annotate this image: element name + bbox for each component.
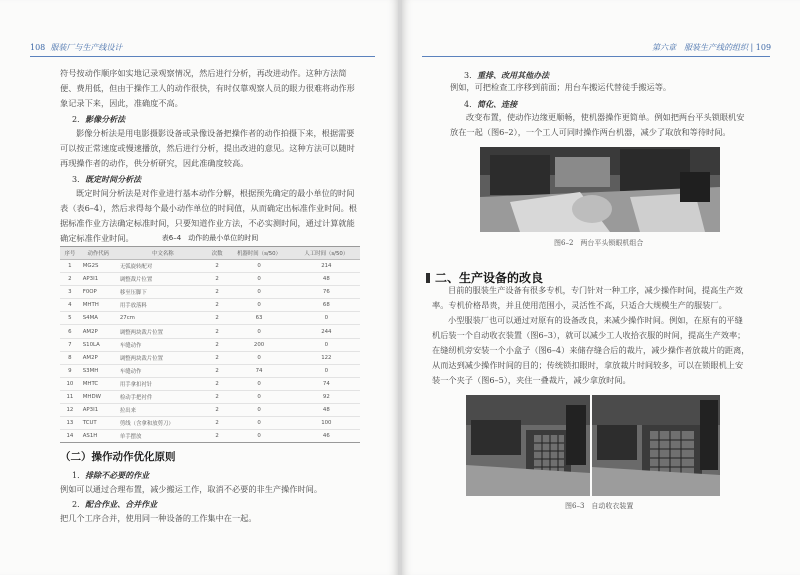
table-cell: 46 <box>293 430 360 443</box>
table-cell: 63 <box>225 312 292 325</box>
table-row <box>60 299 360 312</box>
auto-stacker-image-left <box>466 395 590 496</box>
table-cell: 11 <box>60 390 80 403</box>
table-cell: 单手摆放 <box>117 430 209 443</box>
table-header-cell: 序号 <box>60 247 80 260</box>
table-cell: 调整两块裁片位置 <box>117 351 209 364</box>
table-cell: 0 <box>225 417 292 430</box>
table-cell: 214 <box>293 260 360 273</box>
table-cell: 0 <box>225 430 292 443</box>
r4-heading: 4．简化、连接 <box>464 99 518 109</box>
buttonhole-machines-image <box>480 147 720 232</box>
table-cell: 用手拿扣衬针 <box>117 377 209 390</box>
right-page <box>402 0 800 575</box>
left-page-header <box>30 42 122 53</box>
table-cell: 0 <box>225 390 292 403</box>
table-cell: 12 <box>60 404 80 417</box>
table-cell: 48 <box>293 273 360 286</box>
p1-text: 例如可以通过合理布置，减少搬运工作，取消不必要的非生产操作时间。 <box>60 484 323 494</box>
table-cell: 0 <box>225 286 292 299</box>
table-cell: 2 <box>209 417 226 430</box>
table-cell: AP3I1 <box>80 404 117 417</box>
table-cell: 8 <box>60 351 80 364</box>
table-cell: 用手放落料 <box>117 299 209 312</box>
table-header-row <box>60 247 360 260</box>
item3-heading: 3．既定时间分析法 <box>72 174 142 184</box>
table-cell: 2 <box>209 351 226 364</box>
table-cell: 0 <box>225 325 292 338</box>
table-cell: 100 <box>293 417 360 430</box>
table-row <box>60 404 360 417</box>
table-cell: 0 <box>293 364 360 377</box>
item3-paragraph: 既定时间分析法是对作业进行基本动作分解，根据预先确定的最小单位的时间表（表6–4），然后求得每个最小动作单位的时间值，从而确定出标准作业时间。根据标准作业方法确定标准时间，只要知道作业方法，不必实测时间，通过计算就能确定标准作业时间。 <box>60 188 357 243</box>
table-cell: TCUT <box>80 417 117 430</box>
table-header-cell: 动作代码 <box>80 247 117 260</box>
table-cell: 9 <box>60 364 80 377</box>
r3-heading: 3．重排、改用其他办法 <box>464 70 550 80</box>
table-cell: 122 <box>293 351 360 364</box>
p2-heading: 2．配合作业、合并作业 <box>72 499 158 509</box>
table-cell: 2 <box>209 364 226 377</box>
left-page-number: 108 <box>30 43 46 52</box>
table-row <box>60 325 360 338</box>
table-row <box>60 273 360 286</box>
auto-stacker-image-right <box>592 395 720 496</box>
table-cell: 2 <box>209 325 226 338</box>
table-cell: S4MA <box>80 312 117 325</box>
table-cell: 2 <box>209 273 226 286</box>
figure-6-2-caption: 图6–2 两台平头锁眼机组合 <box>554 239 644 247</box>
table-cell: 车缝动作 <box>117 338 209 351</box>
table-cell: 27cm <box>117 312 209 325</box>
r4-text: 改变布置，使动作边缘更顺畅，使机器操作更简单。例如把两台平头锁眼机安放在一起（图6–2），一个工人可同时操作两台机器，减少了取放和等待时间。 <box>450 112 745 137</box>
table-row <box>60 364 360 377</box>
table-caption: 表6–4 动作的最小单位的时间 <box>161 234 259 242</box>
p2-text: 把几个工序合并，使用同一种设备的工作集中在一起。 <box>60 513 257 523</box>
table-cell: 244 <box>293 325 360 338</box>
table-cell: 10 <box>60 377 80 390</box>
table-cell: S10LA <box>80 338 117 351</box>
left-page <box>0 0 398 575</box>
table-cell: 74 <box>293 377 360 390</box>
table-cell: F0OP <box>80 286 117 299</box>
table-cell: 0 <box>225 273 292 286</box>
table-cell: 移至压脚下 <box>117 286 209 299</box>
s2-paragraph-1: 目前的服装生产设备有很多专机，专门针对一种工序，减少操作时间，提高生产效率。专机价格昂贵，并且使用范围小，灵活性不高，只适合大规模生产的服装厂。 <box>432 285 743 310</box>
s2-paragraph-2: 小型服装厂也可以通过对原有的设备改良，来减少操作时间。例如，在原有的平缝机后装一个自动收衣装置（图6–3），就可以减少工人收拾衣服的时间，提高生产效率；在缝纫机旁安装一个小盒子（图6–4）来储存缝合后的裁片，减少操作者放裁片的距离，从而达到减少操作时间的目的；传统锁扣眼时，拿放裁片时间较多，可以在锁眼机上安装一个夹子（图6–5），夹住一叠裁片，减少拿放时间。 <box>432 315 750 385</box>
table-header-cell: 次数 <box>209 247 226 260</box>
table-cell: 1 <box>60 260 80 273</box>
table-cell: 2 <box>209 312 226 325</box>
table-header-cell: 机器时间（s/50） <box>225 247 292 260</box>
table-cell: 6 <box>60 325 80 338</box>
table-cell: AM2P <box>80 325 117 338</box>
table-cell: 剪线（含拿和放剪刀） <box>117 417 209 430</box>
right-section2-title: 二、生产设备的改良 <box>426 269 543 286</box>
left-header-title: 服装厂与生产线设计 <box>50 43 123 52</box>
table-cell: 0 <box>293 312 360 325</box>
table-row <box>60 260 360 273</box>
table-cell: 车缝动作 <box>117 364 209 377</box>
table-cell: 调整两块裁片位置 <box>117 325 209 338</box>
table-header-cell: 人工时间（s/50） <box>293 247 360 260</box>
table-row <box>60 417 360 430</box>
table-cell: AS1H <box>80 430 117 443</box>
table-cell: 2 <box>209 377 226 390</box>
figure-6-3-photo-left <box>466 395 590 496</box>
table-cell: 0 <box>225 260 292 273</box>
table-cell: AM2P <box>80 351 117 364</box>
figure-6-3-caption: 图6–3 自动收衣装置 <box>565 502 634 510</box>
left-header-rule <box>30 56 375 57</box>
right-header-rule <box>422 56 770 57</box>
motion-time-table <box>60 246 360 443</box>
table-cell: 200 <box>225 338 292 351</box>
table-row <box>60 286 360 299</box>
table-cell: MHTC <box>80 377 117 390</box>
p1-heading: 1．排除不必要的作业 <box>72 470 150 480</box>
table-cell: 调整裁片位置 <box>117 273 209 286</box>
table-cell: 0 <box>225 377 292 390</box>
table-row <box>60 377 360 390</box>
table-cell: 92 <box>293 390 360 403</box>
table-cell: 无弧旋转配对 <box>117 260 209 273</box>
table-row <box>60 430 360 443</box>
table-cell: AP3I1 <box>80 273 117 286</box>
table-cell: 5 <box>60 312 80 325</box>
item2-paragraph: 影像分析法是用电影摄影设备或录像设备把操作者的动作拍摄下来，根据需要可以按正常速度或慢速播放，然后进行分析，提出改进的意见。这种方法可以随时再现操作者的动作，供分析研究，因此准确度较高。 <box>60 128 355 168</box>
table-cell: 检动手把衬件 <box>117 390 209 403</box>
right-header-title: 第六章 服装生产线的组织 <box>652 43 748 52</box>
table-header-cell: 中文名称 <box>117 247 209 260</box>
table-cell: 2 <box>209 286 226 299</box>
table-cell: 2 <box>60 273 80 286</box>
table-cell: S3MH <box>80 364 117 377</box>
item2-heading: 2．影像分析法 <box>72 114 126 124</box>
table-cell: MHTH <box>80 299 117 312</box>
figure-6-3-photo-right <box>592 395 720 496</box>
table-cell: 13 <box>60 417 80 430</box>
table-cell: 14 <box>60 430 80 443</box>
figure-6-2-photo <box>480 147 720 232</box>
table-cell: 2 <box>209 299 226 312</box>
r3-text: 例如，可把检查工序移到前面；用台车搬运代替徒手搬运等。 <box>450 82 672 92</box>
table-cell: 74 <box>225 364 292 377</box>
right-page-number: 109 <box>755 43 772 52</box>
table-cell: 3 <box>60 286 80 299</box>
table-row <box>60 338 360 351</box>
table-cell: MG2S <box>80 260 117 273</box>
right-page-header: 第六章 服装生产线的组织 | 109 <box>652 43 772 52</box>
table-cell: 2 <box>209 430 226 443</box>
section-bar-icon <box>426 273 430 283</box>
table-row <box>60 351 360 364</box>
table-cell: 48 <box>293 404 360 417</box>
table-cell: 7 <box>60 338 80 351</box>
table-cell: 2 <box>209 338 226 351</box>
table-cell: 2 <box>209 260 226 273</box>
table-row <box>60 312 360 325</box>
table-cell: 0 <box>225 404 292 417</box>
table-cell: MHDW <box>80 390 117 403</box>
table-cell: 拉出来 <box>117 404 209 417</box>
table-body <box>60 260 360 443</box>
table-cell: 0 <box>225 351 292 364</box>
table-row <box>60 390 360 403</box>
left-section2-title: （二）操作动作优化原则 <box>60 451 176 463</box>
table-cell: 2 <box>209 390 226 403</box>
intro-paragraph: 符号按动作顺序如实地记录观察情况，然后进行分析，再改进动作。这种方法简便、费用低，但由于操作工人的动作很快，有时仅靠观察人员的眼力很难将动作形象记录下来，因此，准确度不高。 <box>60 68 355 108</box>
table-cell: 76 <box>293 286 360 299</box>
table-cell: 0 <box>225 299 292 312</box>
table-cell: 4 <box>60 299 80 312</box>
table-cell: 0 <box>293 338 360 351</box>
table-cell: 68 <box>293 299 360 312</box>
table-cell: 2 <box>209 404 226 417</box>
